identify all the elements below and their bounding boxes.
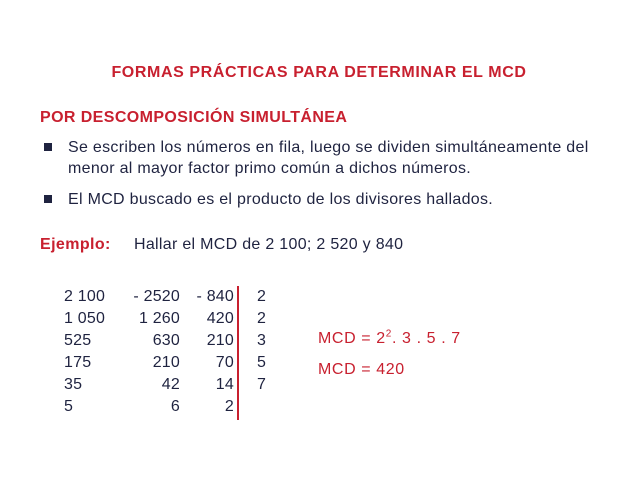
page-title: FORMAS PRÁCTICAS PARA DETERMINAR EL MCD	[111, 64, 527, 81]
divisor-cell: 2	[257, 310, 267, 327]
mcd-prefix: MCD = 2	[318, 330, 386, 347]
table-cell: 175	[64, 354, 92, 371]
divisor-cell: 5	[257, 354, 267, 371]
table-cell: 420	[206, 310, 234, 327]
table-cell: 630	[152, 332, 180, 349]
section-subtitle: POR DESCOMPOSICIÓN SIMULTÁNEA	[40, 109, 348, 126]
square-bullet-icon	[44, 143, 52, 151]
table-cell: 210	[206, 332, 234, 349]
example-text: Hallar el MCD de 2 100; 2 520 y 840	[134, 236, 404, 253]
mcd-exponent: 2	[385, 328, 392, 340]
square-bullet-icon	[44, 195, 52, 203]
divisor-cell: 2	[257, 288, 267, 305]
bullet-list	[40, 137, 610, 220]
mcd-result: MCD = 420	[318, 361, 405, 378]
table-cell: 42	[161, 376, 180, 393]
table-cell: 6	[170, 398, 180, 415]
table-cell: 210	[152, 354, 180, 371]
mcd-factorization	[318, 330, 461, 348]
table-cell: 1 050	[64, 310, 106, 327]
mcd-factors: . 3 . 5 . 7	[391, 330, 461, 347]
divisor-divider-line	[237, 286, 239, 420]
table-cell: - 2520	[133, 288, 180, 305]
bullet-text: El MCD buscado es el producto de los divisores hallados.	[68, 191, 494, 208]
divisor-cell: 7	[257, 376, 267, 393]
table-cell: 2	[224, 398, 234, 415]
divisor-cell: 3	[257, 332, 267, 349]
table-cell: 2 100	[64, 288, 106, 305]
bullet-item	[40, 137, 610, 179]
table-cell: - 840	[196, 288, 234, 305]
table-cell: 525	[64, 332, 92, 349]
table-cell: 14	[215, 376, 234, 393]
example-label: Ejemplo:	[40, 236, 111, 253]
table-cell: 5	[64, 398, 74, 415]
table-cell: 35	[64, 376, 83, 393]
table-cell: 70	[215, 354, 234, 371]
bullet-item	[40, 189, 610, 210]
table-cell: 1 260	[138, 310, 180, 327]
bullet-text: Se escriben los números en fila, luego se dividen simultáneamente del menor al mayor factor primo común a dichos números.	[68, 139, 589, 177]
